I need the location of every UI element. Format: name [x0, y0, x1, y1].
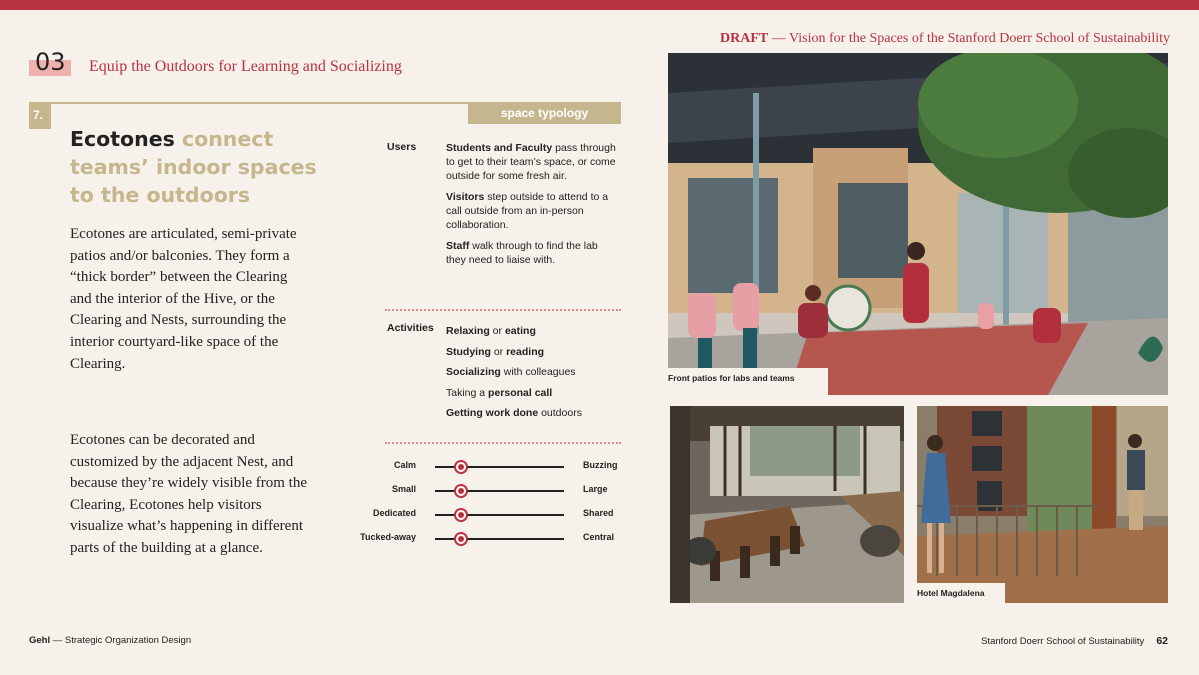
footer-left: Gehl — Strategic Organization Design	[29, 635, 192, 646]
hotel-magdalena-photo	[917, 406, 1168, 603]
users-entry-staff: Staff walk through to find the lab they need to liaise with.	[446, 240, 598, 266]
dotted-divider	[385, 442, 621, 444]
slider-small-large: Small Large	[340, 483, 630, 499]
activity-item: Studying or reading	[446, 345, 545, 358]
activity-item: Socializing with colleagues	[446, 366, 576, 379]
page-heading: Ecotones connect teams’ indoor spaces to the outdoors	[70, 127, 317, 207]
users-label: Users	[387, 141, 417, 153]
photo-caption-patios: Front patios for labs and teams	[668, 368, 828, 395]
page-number: 62	[1156, 635, 1168, 647]
users-entry-visitors: Visitors step outside to attend to a call outside from an in-person collaboration.	[446, 191, 609, 231]
activities-label: Activities	[387, 322, 434, 334]
typology-badge: space typology	[468, 102, 621, 124]
activity-item: Relaxing or eating	[446, 325, 536, 337]
activity-item: Getting work done outdoors	[446, 407, 582, 420]
patio-rendering-image	[668, 53, 1168, 395]
second-paragraph: Ecotones can be decorated and customized by the adjacent Nest, and because they’re widely visible from the Clearing, Ecotones help visitors visualize what’s happening in different parts of the building at a glance.	[70, 432, 307, 556]
slider-knob	[454, 460, 468, 474]
activity-item: Taking a personal call	[446, 386, 553, 399]
slider-tucked-central: Tucked-away Central	[340, 531, 630, 547]
dotted-divider	[385, 309, 621, 311]
item-number-badge: 7.	[29, 102, 51, 129]
slider-dedicated-shared: Dedicated Shared	[340, 507, 630, 523]
draft-header: DRAFT — Vision for the Spaces of the Stanford Doerr School of Sustainability	[720, 31, 1170, 46]
users-list	[446, 141, 618, 274]
covered-patio-photo	[670, 406, 904, 603]
section-number: 03	[29, 48, 71, 76]
photo-caption-hotel: Hotel Magdalena	[917, 583, 1005, 603]
activities-list	[446, 321, 582, 424]
slider-calm-buzzing: Calm Buzzing	[340, 459, 630, 475]
top-accent-bar	[0, 0, 1199, 10]
section-title: Equip the Outdoors for Learning and Socializing	[89, 58, 402, 75]
footer-right: Stanford Doerr School of Sustainability 62	[981, 635, 1168, 647]
intro-paragraph: Ecotones are articulated, semi-private patios and/or balconies. They form a “thick border” between the Clearing and the interior of the Hive, or the Clearing and Nests, surrounding the interior courtyard-like space of the Clearing.	[70, 226, 297, 372]
slider-knob	[454, 532, 468, 546]
slider-knob	[454, 484, 468, 498]
slider-knob	[454, 508, 468, 522]
users-entry-students: Students and Faculty pass through to get to their team’s space, or come outside for some fresh air.	[446, 142, 616, 182]
